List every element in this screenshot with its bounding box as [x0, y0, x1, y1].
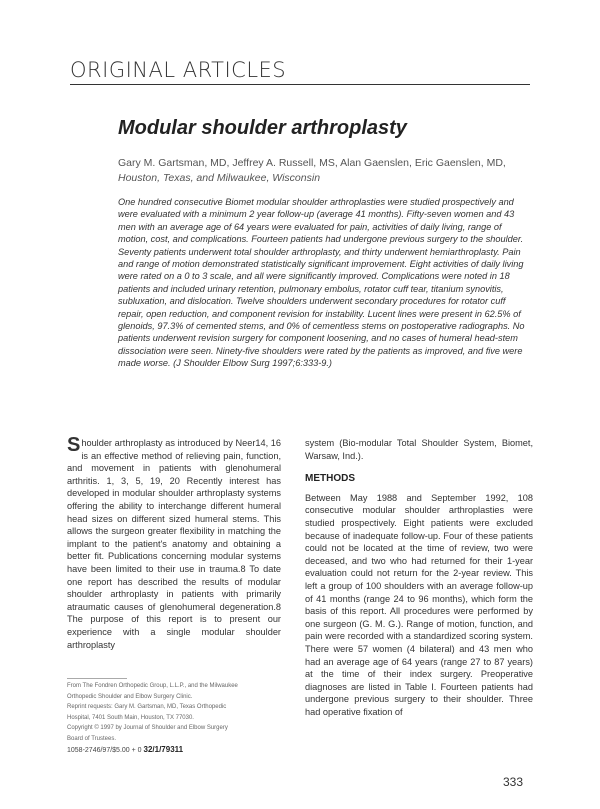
- body-column-left: [67, 434, 281, 651]
- doc-prefix: 1058-2746/97/$5.00 + 0: [67, 747, 142, 754]
- authors-block: [118, 156, 538, 186]
- body-column-right: [305, 437, 533, 718]
- intro-text: houlder arthroplasty as introduced by Neer14, 16 is an effective method of relieving pain, function, and movement in patients with glenohumeral arthritis. 1, 3, 5, 19, 20 Recently interest has developed in modular shoulder arthroplasty systems offering the ability to interchange different humeral head sizes on different sized humeral stems. This allows the surgeon greater flexibility in matching the implant to the patient's anatomy and obtaining a better fit. Publications concerning modular systems have been limited to their use in trauma.8 To date one report has described the results of modular shoulder arthroplasty in patients with primarily atraumatic causes of glenohumeral degeneration.8 The purpose of this report is to present our experience with a single modular shoulder arthroplasty: [67, 438, 281, 650]
- methods-text: Between May 1988 and September 1992, 108 consecutive modular shoulder arthroplasties were studied prospectively. Eight patients were excluded because of inadequate follow-up. Four of these patients could not be located at the time of review, two were deceased, and two who had returned for their 1-year evaluation could not return for the 2-year review. This left a group of 100 shoulders with an average follow-up of 41 months (range 24 to 96 months), which form the basis of this report. All procedures were performed by one surgeon (G. M. G.). Range of motion, function, and pain were recorded with a standardized scoring system. There were 57 women (4 bilateral) and 43 men who had an average age of 64 years (range 27 to 87 years) at the time of their index surgery. Preoperative diagnoses are listed in Table I. Fourteen patients had undergone previous surgery to their shoulder. Three had operative fixation of: [305, 492, 533, 717]
- footnote-rule: [67, 678, 127, 679]
- doc-code-line: [67, 746, 281, 756]
- continued-text: system (Bio-modular Total Shoulder System, Biomet, Warsaw, Ind.).: [305, 438, 533, 461]
- drop-cap: S: [67, 434, 81, 456]
- page-number: 333: [503, 775, 524, 789]
- header-rule: [70, 84, 530, 85]
- footnote-line: Orthopedic Shoulder and Elbow Surgery Clinic.: [67, 693, 193, 700]
- section-label: ORIGINAL ARTICLES: [70, 58, 287, 82]
- doc-code: 32/1/79311: [143, 745, 184, 754]
- footnote-line: From The Fondren Orthopedic Group, L.L.P., and the Milwaukee: [67, 683, 238, 689]
- author-list: Gary M. Gartsman, MD, Jeffrey A. Russell, MS, Alan Gaenslen, Eric Gaenslen, MD,: [118, 157, 506, 169]
- footnotes: [67, 682, 281, 758]
- footnote-line: Reprint requests: Gary M. Gartsman, MD, Texas Orthopedic: [67, 704, 227, 710]
- footnote-line: Board of Trustees.: [67, 735, 117, 742]
- footnote-line: Copyright © 1997 by Journal of Shoulder and Elbow Surgery: [67, 725, 228, 731]
- footnote-line: Hospital, 7401 South Main, Houston, TX 77030.: [67, 714, 194, 721]
- affiliation: Houston, Texas, and Milwaukee, Wisconsin: [118, 172, 321, 184]
- article-title: Modular shoulder arthroplasty: [118, 117, 407, 139]
- abstract: One hundred consecutive Biomet modular shoulder arthroplasties were studied prospectively and were evaluated with a minimum 2 year follow-up (average 41 months). Fifty-seven women and 43 men with an average age of 64 years were evaluated for pain, activities of daily living, range of motion, cost, and complications. Fourteen patients had undergone previous surgery to the shoulder. Seventy patients underwent total shoulder arthroplasty, and thirty underwent hemiarthroplasty. Pain and range of motion demonstrated statistically significant improvement. Eight activities of daily living were rated on a 0 to 3 scale, and all were significantly improved. Complications were noted in 18 patients and included urinary retention, pulmonary embolus, rotator cuff tear, titanium synovitis, subluxation, and dislocation. Twelve shoulders underwent secondary procedures for rotator cuff repair, open reduction, and component revision for instability. Lucent lines were present in 62.5% of glenoids, 97.3% of cemented stems, and 0% of cementless stems on postoperative radiographs. No patients underwent revision surgery for component loosening, and no cases of humeral head-stem dissociation were seen. Ninety-five shoulders were rated by the patients as improved, and five were made worse. (J Shoulder Elbow Surg 1997;6:333-9.): [118, 197, 525, 369]
- intro-paragraph: [67, 434, 281, 651]
- methods-heading: METHODS: [305, 473, 355, 485]
